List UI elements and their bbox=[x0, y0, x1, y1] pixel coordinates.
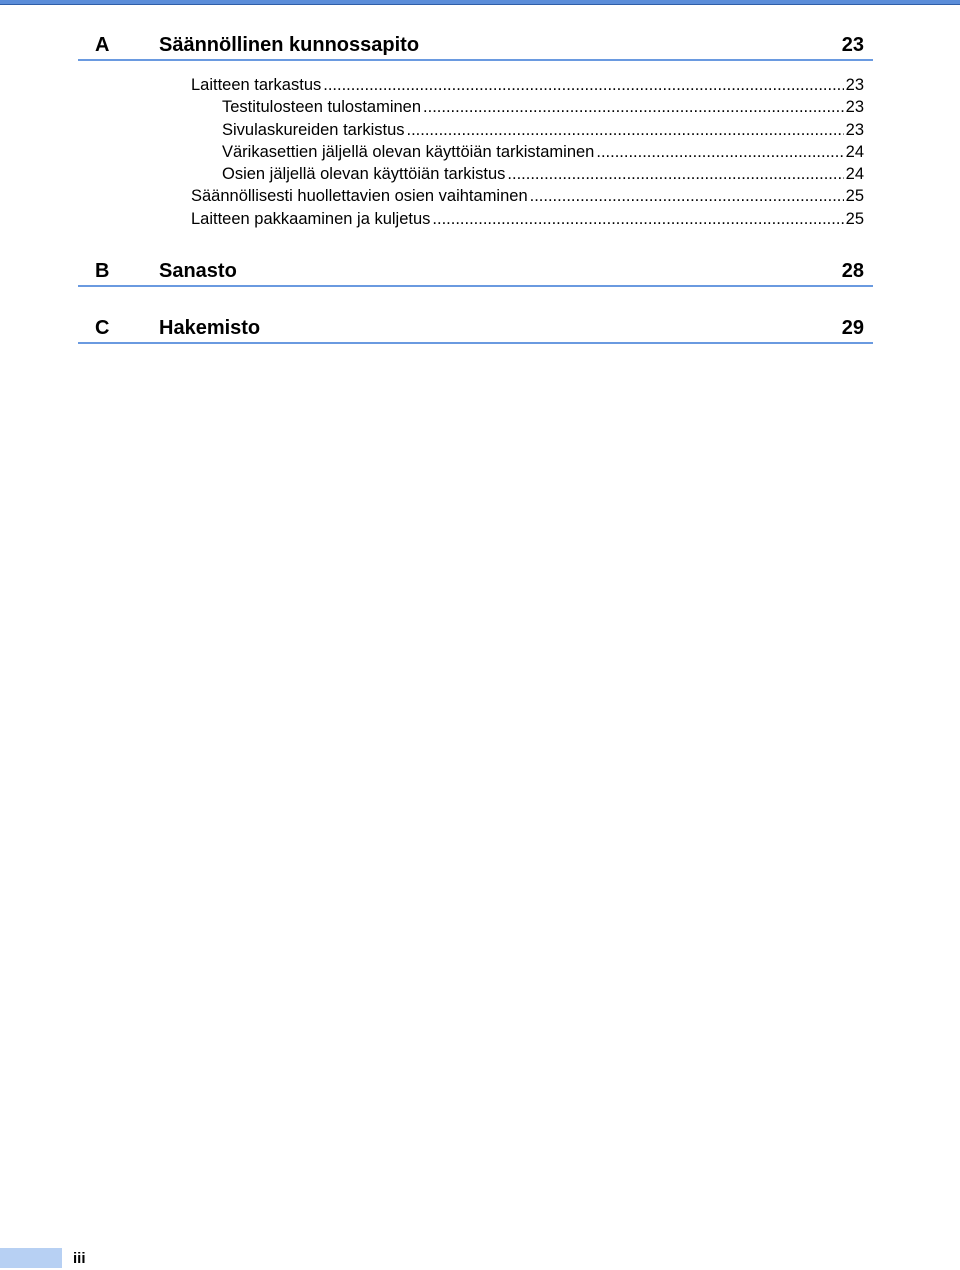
chapter-letter: A bbox=[95, 34, 110, 56]
dot-leader bbox=[432, 208, 843, 230]
toc-entries bbox=[78, 74, 873, 230]
chapter-letter: C bbox=[95, 317, 110, 339]
chapter-title: Säännöllinen kunnossapito bbox=[159, 34, 420, 56]
chapter-page-number: 23 bbox=[841, 34, 864, 56]
footer-tab bbox=[0, 1248, 62, 1268]
dot-leader bbox=[596, 141, 843, 163]
chapter-page-number: 29 bbox=[841, 317, 864, 339]
dot-leader bbox=[423, 96, 844, 118]
chapter-letter: B bbox=[95, 260, 110, 282]
toc-entry[interactable] bbox=[78, 163, 873, 185]
dot-leader bbox=[407, 119, 844, 141]
toc-entry[interactable] bbox=[78, 119, 873, 141]
dot-leader bbox=[507, 163, 843, 185]
dot-leader bbox=[530, 185, 844, 207]
top-rule bbox=[0, 0, 960, 5]
toc-entry-title: Säännöllisesti huollettavien osien vaihtaminen bbox=[191, 187, 528, 206]
toc-entry-page: 23 bbox=[845, 98, 864, 117]
toc-entry-page: 24 bbox=[845, 142, 864, 161]
toc-entry[interactable] bbox=[78, 208, 873, 230]
toc-entry-title: Osien jäljellä olevan käyttöiän tarkistus bbox=[222, 165, 506, 184]
chapter-title: Sanasto bbox=[159, 260, 237, 282]
chapter-page-number: 28 bbox=[841, 260, 864, 282]
footer-page-number: iii bbox=[73, 1250, 86, 1267]
chapter-heading-a[interactable] bbox=[78, 31, 873, 61]
toc-entry-title: Värikasettien jäljellä olevan käyttöiän tarkistaminen bbox=[222, 142, 595, 161]
toc-entry[interactable] bbox=[78, 185, 873, 207]
toc-entry-title: Testitulosteen tulostaminen bbox=[222, 98, 422, 117]
toc-entry-page: 25 bbox=[845, 209, 864, 228]
toc-entry-page: 23 bbox=[845, 76, 864, 94]
chapter-heading-c[interactable] bbox=[78, 314, 873, 344]
chapter-title: Hakemisto bbox=[159, 317, 261, 339]
toc-entry-page: 23 bbox=[845, 120, 864, 139]
toc-entry-page: 25 bbox=[845, 187, 864, 206]
toc-entry[interactable] bbox=[78, 141, 873, 163]
toc-entry[interactable] bbox=[78, 74, 873, 96]
toc-entry[interactable] bbox=[78, 96, 873, 118]
chapter-heading-b[interactable] bbox=[78, 257, 873, 287]
dot-leader bbox=[323, 74, 843, 96]
toc-entry-title: Laitteen pakkaaminen ja kuljetus bbox=[191, 209, 431, 228]
toc-entry-title: Laitteen tarkastus bbox=[191, 76, 322, 94]
toc-entry-title: Sivulaskureiden tarkistus bbox=[222, 120, 405, 139]
toc-entry-page: 24 bbox=[845, 165, 864, 184]
